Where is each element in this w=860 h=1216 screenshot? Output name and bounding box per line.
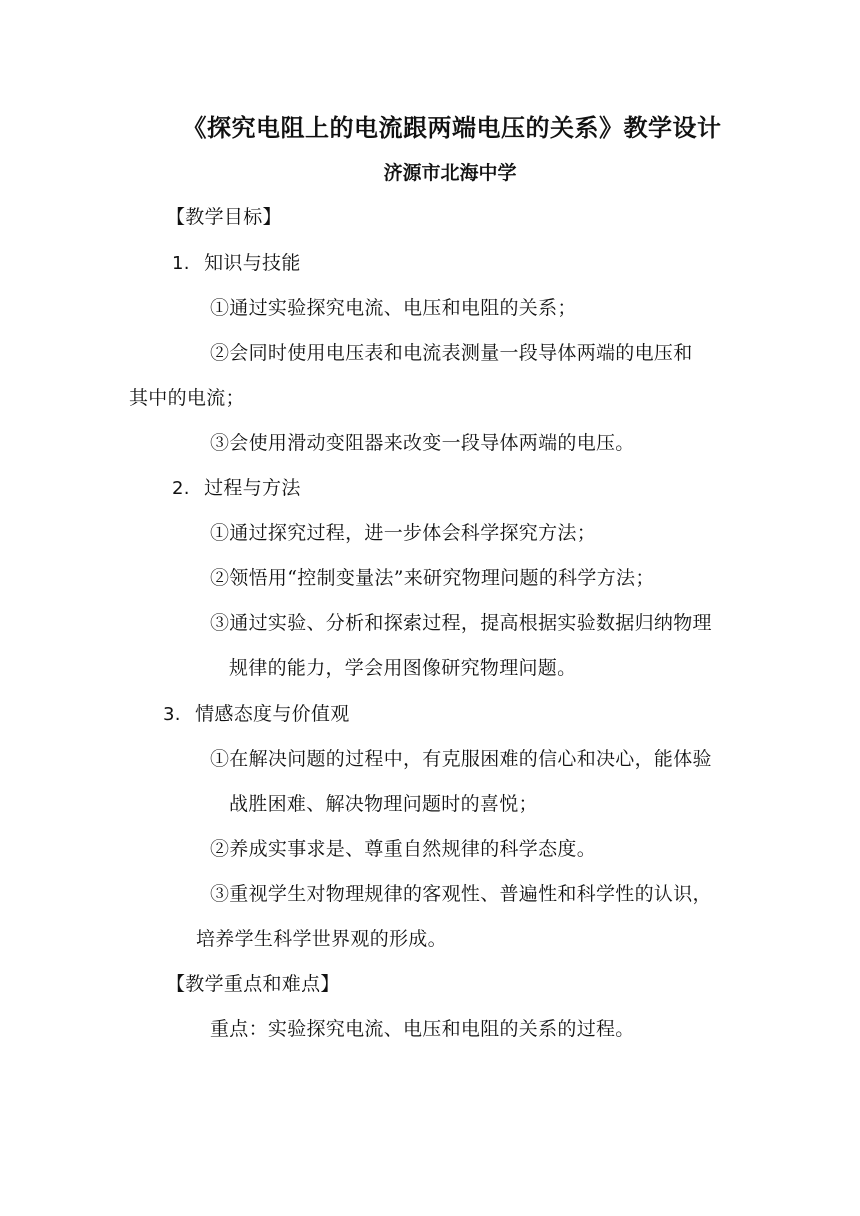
goal-item: ③会使用滑动变阻器来改变一段导体两端的电压。	[210, 432, 635, 454]
goal-heading	[172, 251, 301, 276]
document-title: 《探究电阻上的电流跟两端电压的关系》教学设计	[182, 114, 722, 142]
goal-number: 3.	[163, 704, 181, 725]
goal-heading	[172, 476, 301, 501]
section-heading-objectives: 【教学目标】	[166, 206, 282, 228]
school-name: 济源市北海中学	[383, 162, 517, 184]
goal-number: 2.	[172, 478, 190, 499]
goal-item-continuation: 其中的电流；	[129, 387, 245, 409]
goal-item-continuation: 规律的能力，学会用图像研究物理问题。	[229, 657, 577, 679]
goal-number: 1.	[172, 253, 190, 274]
goal-item: ①在解决问题的过程中，有克服困难的信心和决心，能体验	[210, 748, 712, 770]
key-point-text: 重点：实验探究电流、电压和电阻的关系的过程。	[210, 1018, 635, 1040]
section-heading-key-points: 【教学重点和难点】	[166, 973, 340, 995]
goal-item: ③通过实验、分析和探索过程，提高根据实验数据归纳物理	[210, 612, 712, 634]
goal-heading	[163, 702, 350, 727]
goal-item: ①通过探究过程，进一步体会科学探究方法；	[210, 522, 597, 544]
goal-item: ③重视学生对物理规律的客观性、普遍性和科学性的认识，	[210, 883, 712, 905]
goal-item-continuation: 战胜困难、解决物理问题时的喜悦；	[229, 793, 538, 815]
goal-heading-label: 过程与方法	[204, 477, 301, 499]
goal-item-continuation: 培养学生科学世界观的形成。	[196, 928, 447, 950]
goal-heading-label: 知识与技能	[204, 252, 301, 274]
goal-heading-label: 情感态度与价值观	[195, 703, 350, 725]
goal-item: ②领悟用“控制变量法”来研究物理问题的科学方法；	[210, 567, 655, 589]
goal-item: ②养成实事求是、尊重自然规律的科学态度。	[210, 838, 597, 860]
goal-item: ②会同时使用电压表和电流表测量一段导体两端的电压和	[210, 342, 693, 364]
goal-item: ①通过实验探究电流、电压和电阻的关系；	[210, 297, 577, 319]
